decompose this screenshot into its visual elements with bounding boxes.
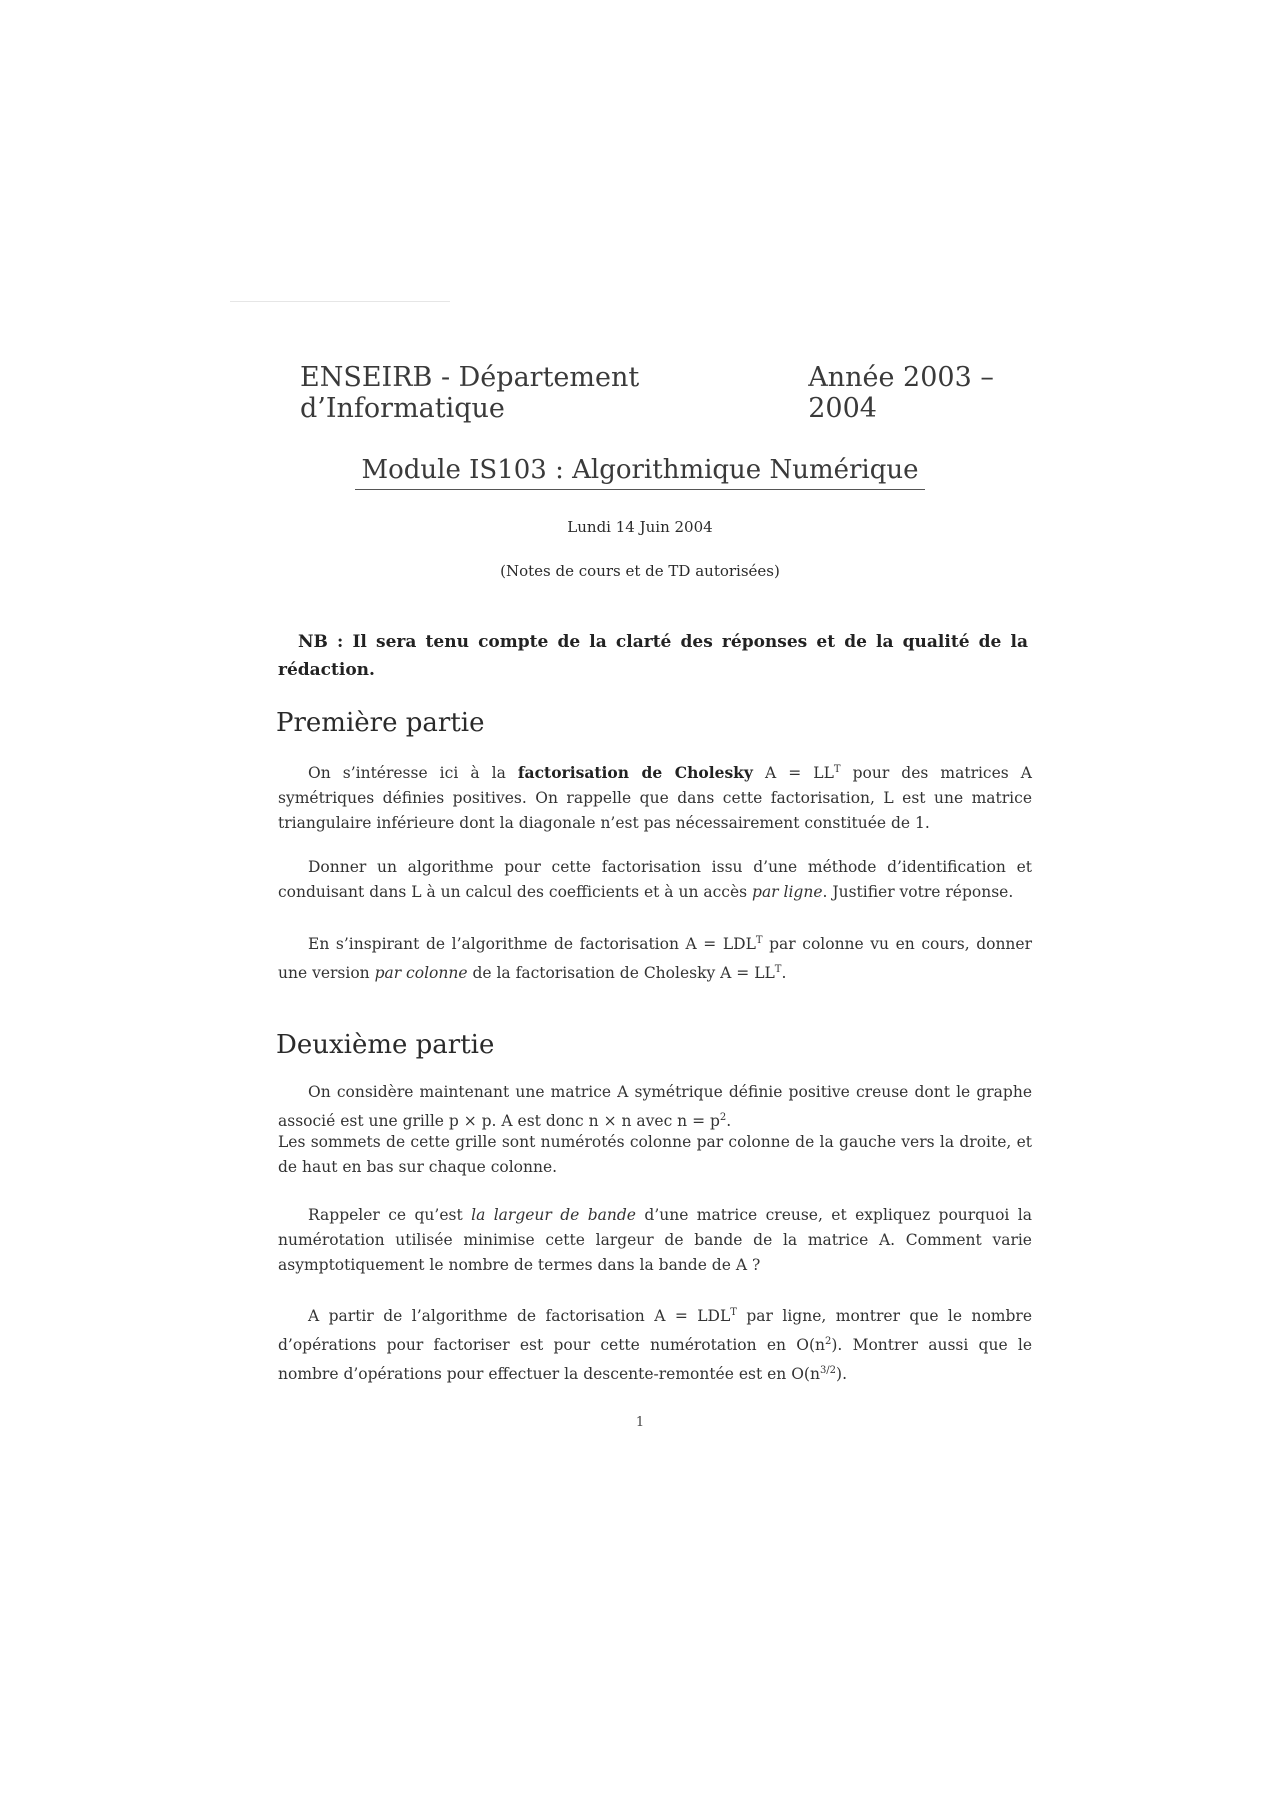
section-title-part2: Deuxième partie: [276, 1030, 495, 1060]
allowed-documents-note: (Notes de cours et de TD autorisées): [500, 562, 780, 580]
exam-date: Lundi 14 Juin 2004: [567, 518, 713, 536]
text: .: [726, 1112, 732, 1131]
academic-year: Année 2003 – 2004: [808, 362, 994, 424]
part1-paragraph-2: [278, 855, 1032, 905]
italic-term: par ligne: [752, 883, 823, 901]
text: .: [781, 964, 787, 983]
superscript: 2: [824, 1336, 832, 1348]
nb-notice: NB : Il sera tenu compte de la clarté des réponses et de la qualité de la rédaction.: [278, 632, 1028, 680]
part1-paragraph-3: [278, 928, 1032, 986]
superscript: T: [774, 964, 782, 976]
part2-paragraph-1: [278, 1080, 1032, 1134]
page-number: 1: [635, 1415, 645, 1430]
text: Rappeler ce qu’est: [308, 1206, 472, 1224]
text: Donner un algorithme pour cette factorisation issu d’une méthode d’identification et conduisant dans L à un calcul des coefficients et à un accès: [278, 858, 1032, 901]
text: par ligne, montrer que le nombre d’opérations pour factoriser est pour cette numérotation en O(n: [278, 1307, 1032, 1355]
italic-term: la largeur de bande: [471, 1206, 636, 1224]
bold-term: factorisation de Cholesky: [517, 763, 753, 783]
module-title: [0, 455, 1280, 490]
module-title-text: Module IS103 : Algorithmique Numérique: [355, 455, 924, 490]
text: de la factorisation de Cholesky A = LL: [467, 964, 775, 983]
superscript: T: [730, 1307, 737, 1318]
text: d’une matrice creuse, et expliquez pourquoi la numérotation utilisée minimise cette largeur de bande de la matrice A. Comment varie asymptotiquement le nombre de termes dans la bande de A ?: [278, 1206, 1032, 1274]
section-title-part1: Première partie: [276, 708, 485, 738]
text: . Justifier votre réponse.: [822, 883, 1014, 901]
superscript: 2: [719, 1112, 727, 1123]
text: A = LL: [752, 764, 834, 783]
institution-name: ENSEIRB - Département d’Informatique: [300, 362, 640, 424]
text: On considère maintenant une matrice A symétrique définie positive creuse dont le graphe associé est une grille p × p. A est donc n × n avec n = p: [278, 1083, 1032, 1131]
text: ). Montrer aussi que le nombre d’opérations pour effectuer la descente-remontée est en O(n: [278, 1336, 1032, 1384]
italic-term: par colonne: [374, 964, 468, 983]
text: ).: [836, 1365, 848, 1384]
superscript: T: [755, 935, 763, 946]
scan-artifact-line: [230, 301, 450, 302]
text: pour des matrices A symétriques définies positives. On rappelle que dans cette factorisation, L est une matrice triangulaire inférieure dont la diagonale n’est pas nécessairement constituée de 1.: [278, 764, 1032, 833]
superscript: T: [833, 764, 841, 775]
text: par colonne vu en cours, donner une version: [278, 935, 1032, 983]
part1-paragraph-1: [278, 757, 1032, 836]
part2-paragraph-2: Les sommets de cette grille sont numérotés colonne par colonne de la gauche vers la droite, et de haut en bas sur chaque colonne.: [278, 1133, 1032, 1176]
text: A partir de l’algorithme de factorisation A = LDL: [308, 1307, 731, 1326]
part2-paragraph-3: [278, 1203, 1032, 1278]
superscript: 3/2: [819, 1365, 837, 1377]
part2-paragraph-4: [278, 1300, 1032, 1387]
text: On s’intéresse ici à la: [308, 764, 518, 783]
text: En s’inspirant de l’algorithme de factorisation A = LDL: [308, 935, 756, 954]
document-header: [300, 362, 1050, 424]
